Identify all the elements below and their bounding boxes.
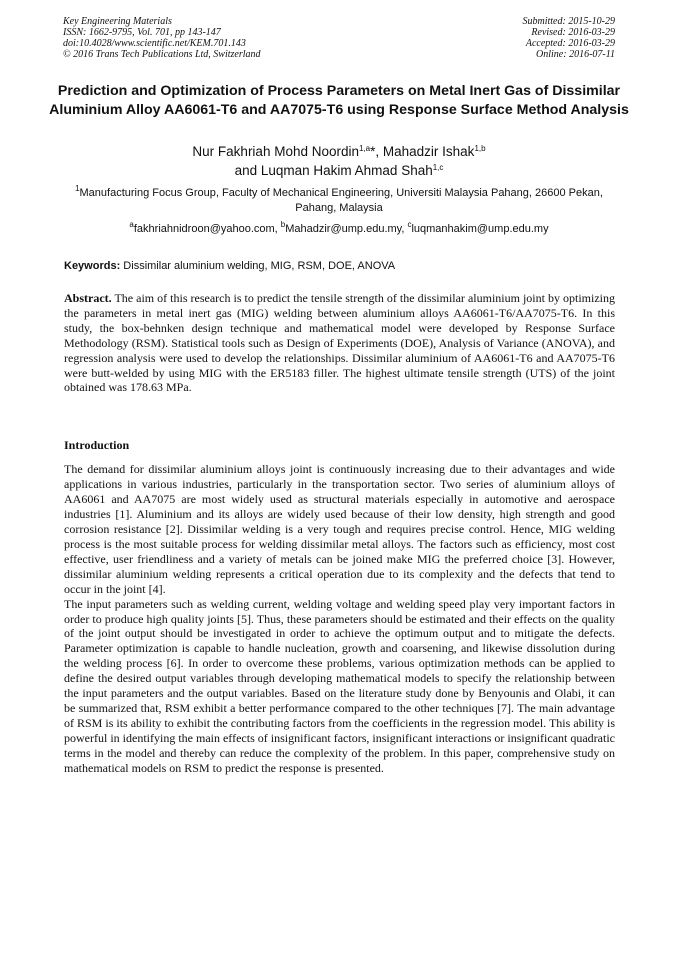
affiliation bbox=[70, 186, 608, 216]
online-date: Online: 2016-07-11 bbox=[536, 49, 615, 60]
affiliation-text: Manufacturing Focus Group, Faculty of Mechanical Engineering, Universiti Malaysia Pahang, 26600 Pekan, Pahang, Malaysia bbox=[79, 187, 603, 214]
abstract bbox=[64, 291, 615, 395]
abstract-label: Abstract. bbox=[64, 291, 112, 305]
email-address: fakhriahnidroon@yahoo.com, bbox=[133, 223, 281, 235]
accepted-date: Accepted: 2016-03-29 bbox=[525, 38, 615, 49]
doi-line: doi:10.4028/www.scientific.net/KEM.701.143 bbox=[63, 38, 246, 49]
revised-date: Revised: 2016-03-29 bbox=[531, 27, 615, 38]
author-list bbox=[60, 142, 618, 180]
introduction-body bbox=[64, 462, 615, 776]
paper-title: Prediction and Optimization of Process Parameters on Metal Inert Gas of Dissimilar Aluminium Alloy AA6061-T6 and AA7075-T6 using Response Surface Method Analysis bbox=[49, 83, 629, 118]
author-affiliation-mark: 1,a bbox=[359, 144, 371, 153]
author-connector: and bbox=[234, 163, 261, 178]
paragraph: The demand for dissimilar aluminium alloys joint is continuously increasing due to their advantages and wide applications in various industries, particularly in the transportation sector. Two series of aluminium alloys of AA6061 and AA7075 are most widely used as structural materials especially in automotive and aerospace industries [1]. Aluminium and its alloys are widely used because of their low density, high strength and good corrosion resistance [2]. Dissimilar welding is a very tough and requires precise control. Hence, MIG welding process is the most suitable process for welding dissimilar metal alloys. The factors such as efficiency, most cost effective, user friendliness and a variety of metals can be joined make MIG the preferred choice [3]. However, dissimilar aluminium welding represents a critical operation due to its complexity and the defects that tend to occur in the joint [4]. bbox=[64, 462, 615, 596]
author-affiliation-mark: 1,b bbox=[474, 144, 486, 153]
email-list bbox=[60, 222, 618, 236]
author-name: Luqman Hakim Ahmad Shah bbox=[260, 163, 433, 178]
keywords bbox=[64, 259, 614, 273]
email-mark: b bbox=[280, 220, 286, 229]
journal-name: Key Engineering Materials bbox=[63, 16, 172, 27]
keywords-label: Keywords: bbox=[64, 260, 121, 272]
keywords-text: Dissimilar aluminium welding, MIG, RSM, DOE, ANOVA bbox=[120, 260, 396, 272]
dates-info bbox=[523, 16, 616, 60]
corresponding-mark: *, bbox=[370, 144, 383, 159]
author-affiliation-mark: 1,c bbox=[432, 163, 444, 172]
email-address: luqmanhakim@ump.edu.my bbox=[411, 223, 549, 235]
section-heading-introduction: Introduction bbox=[64, 438, 130, 452]
email-address: Mahadzir@ump.edu.my, bbox=[285, 223, 408, 235]
email-mark: a bbox=[129, 220, 134, 229]
author-name: Nur Fakhriah Mohd Noordin bbox=[192, 144, 359, 159]
author-name: Mahadzir Ishak bbox=[382, 144, 475, 159]
email-mark: c bbox=[407, 220, 412, 229]
journal-info bbox=[63, 16, 261, 60]
affiliation-mark: 1 bbox=[75, 184, 80, 193]
issn-line: ISSN: 1662-9795, Vol. 701, pp 143-147 bbox=[63, 27, 221, 38]
paragraph: The input parameters such as welding current, welding voltage and welding speed play very important factors in order to produce high quality joints [5]. Thus, these parameters should be estimated and their effects on the quality of the joint output should be investigated in order to achieve the optimum output and to mitigate the defects. Parameter optimization is capable to handle nucleation, growth and coarsening, and likewise dissolution during the welding process [6]. In order to overcome these problems, various optimization methods can be applied to define the desired output variables through developing mathematical models to specify the relationship between the input parameters and the output variables. Based on the literature study done by Benyounis and Olabi, it can be summarized that, RSM exhibit a better performance compared to the other techniques [7]. The main advantage of RSM is its ability to exhibit the contributing factors from the coefficients in the regression model. This ability is powerful in identifying the main effects of insignificant factors, insignificant interactions or insignificant quadratic terms in the model and thereby can reduce the complexity of the problem. In this paper, comprehensive study on mathematical models on RSM to predict the response is presented. bbox=[64, 596, 615, 776]
copyright-line: © 2016 Trans Tech Publications Ltd, Switzerland bbox=[63, 49, 261, 60]
submitted-date: Submitted: 2015-10-29 bbox=[522, 16, 615, 27]
abstract-text: The aim of this research is to predict the tensile strength of the dissimilar aluminium joint by optimizing the parameters in metal inert gas (MIG) welding between aluminium alloys AA6061-T6/AA7075-T6. In this study, the box-behnken design technique and mathematical model were developed by Response Surface Methodology (RSM). Statistical tools such as Design of Experiments (DOE), Analysis of Variance (ANOVA), and regression analysis were used to develop the relationships. Dissimilar aluminium of AA6061-T6 and AA7075-T6 were butt-welded by using MIG with the ER5183 filler. The highest ultimate tensile strength (UTS) of the joint obtained was 178.63 MPa. bbox=[64, 291, 615, 395]
